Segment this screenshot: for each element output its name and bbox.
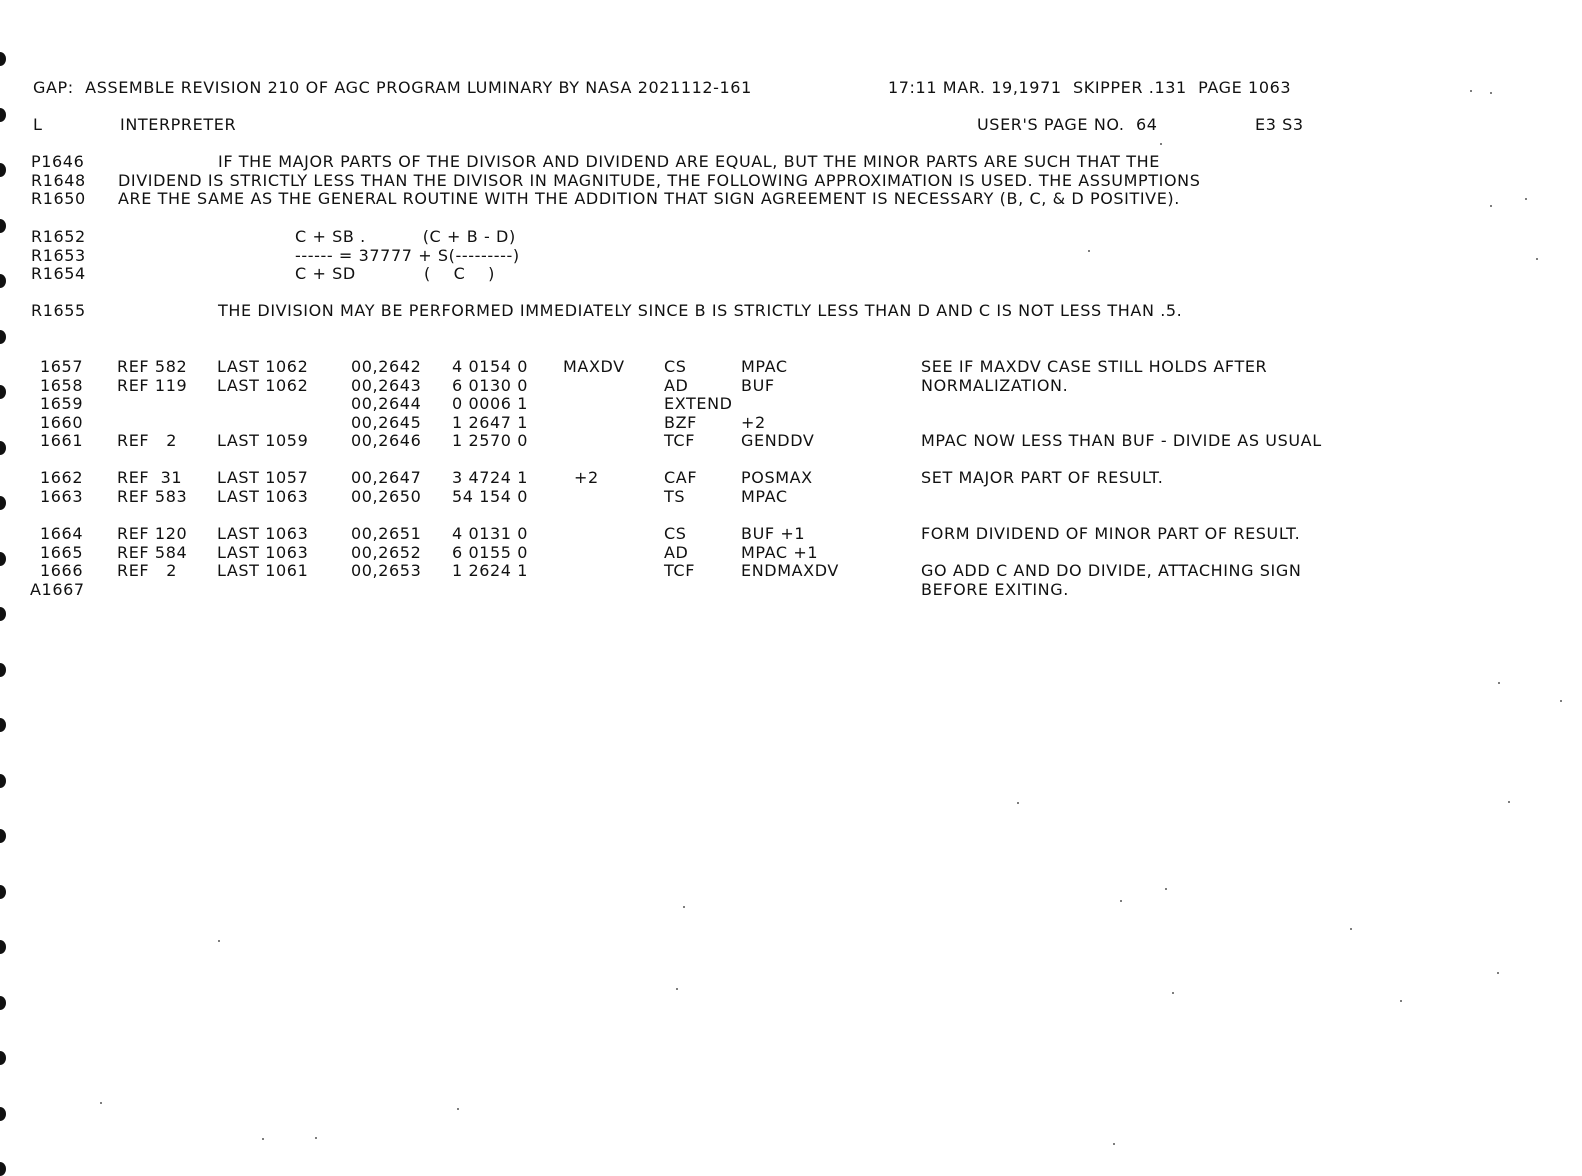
last-field: LAST 1059 (217, 431, 309, 450)
ref-field: REF 31 (117, 468, 183, 487)
feed-hole (0, 1162, 6, 1176)
paper-speck (1490, 92, 1492, 94)
opcode-field: CS (664, 357, 687, 376)
paper-speck (1400, 1000, 1402, 1002)
feed-hole (0, 274, 6, 288)
feed-hole (0, 52, 6, 66)
line-number: 1659 (40, 394, 84, 413)
ref-field: REF 2 (117, 561, 178, 580)
feed-hole (0, 774, 6, 788)
last-field: LAST 1061 (217, 561, 309, 580)
paper-speck (1525, 198, 1527, 200)
line-number: P1646 (31, 152, 85, 171)
line-number: 1662 (40, 468, 84, 487)
line-number: 1663 (40, 487, 84, 506)
paper-speck (1350, 928, 1352, 930)
last-field: LAST 1062 (217, 376, 309, 395)
listing-marker: L (33, 115, 43, 134)
paper-speck (1165, 888, 1167, 890)
line-number: 1661 (40, 431, 84, 450)
label-field: +2 (574, 468, 599, 487)
opcode-field: BZF (664, 413, 697, 432)
users-page-number: USER'S PAGE NO. 64 (977, 115, 1158, 134)
comment-text: ARE THE SAME AS THE GENERAL ROUTINE WITH THE ADDITION THAT SIGN AGREEMENT IS NECESSARY (B, C, & D POSITIVE). (118, 189, 1180, 208)
paper-speck (1536, 258, 1538, 260)
address-field: 00,2652 (351, 543, 422, 562)
feed-hole (0, 1051, 6, 1065)
line-number: 1664 (40, 524, 84, 543)
line-number: 1665 (40, 543, 84, 562)
last-field: LAST 1063 (217, 524, 309, 543)
address-field: 00,2653 (351, 561, 422, 580)
octal-word: 6 0155 0 (452, 543, 529, 562)
address-field: 00,2650 (351, 487, 422, 506)
opcode-field: AD (664, 376, 689, 395)
opcode-field: AD (664, 543, 689, 562)
octal-word: 1 2624 1 (452, 561, 529, 580)
paper-speck (1498, 682, 1500, 684)
paper-speck (1497, 972, 1499, 974)
feed-hole (0, 940, 6, 954)
comment-text: THE DIVISION MAY BE PERFORMED IMMEDIATELY SINCE B IS STRICTLY LESS THAN D AND C IS NOT LESS THAN .5. (218, 301, 1183, 320)
feed-hole (0, 496, 6, 510)
operand-field: MPAC (741, 357, 788, 376)
octal-word: 4 0131 0 (452, 524, 529, 543)
paper-speck (315, 1137, 317, 1139)
address-field: 00,2642 (351, 357, 422, 376)
address-field: 00,2647 (351, 468, 422, 487)
assembly-header: GAP: ASSEMBLE REVISION 210 OF AGC PROGRAM LUMINARY BY NASA 2021112-161 (33, 78, 752, 97)
line-number: 1666 (40, 561, 84, 580)
feed-hole (0, 996, 6, 1010)
label-field: MAXDV (563, 357, 625, 376)
last-field: LAST 1063 (217, 543, 309, 562)
ref-field: REF 2 (117, 431, 178, 450)
formula-line: C + SB . (C + B - D) (295, 227, 516, 246)
feed-hole (0, 885, 6, 899)
opcode-field: EXTEND (664, 394, 733, 413)
paper-speck (683, 906, 685, 908)
paper-speck (1113, 1143, 1115, 1145)
feed-hole (0, 718, 6, 732)
paper-speck (1088, 250, 1090, 252)
line-number: R1652 (31, 227, 86, 246)
line-number: R1648 (31, 171, 86, 190)
comment-text: FORM DIVIDEND OF MINOR PART OF RESULT. (921, 524, 1301, 543)
paper-speck (1172, 992, 1174, 994)
opcode-field: CS (664, 524, 687, 543)
last-field: LAST 1057 (217, 468, 309, 487)
ref-field: REF 120 (117, 524, 188, 543)
paper-speck (1120, 900, 1122, 902)
page-code: E3 S3 (1255, 115, 1304, 134)
opcode-field: TS (664, 487, 686, 506)
feed-hole (0, 219, 6, 233)
paper-speck (1017, 802, 1019, 804)
operand-field: +2 (741, 413, 766, 432)
paper-speck (1560, 700, 1562, 702)
ref-field: REF 582 (117, 357, 188, 376)
feed-hole (0, 1107, 6, 1121)
feed-hole (0, 441, 6, 455)
opcode-field: TCF (664, 561, 696, 580)
line-number: R1655 (31, 301, 86, 320)
line-number: 1660 (40, 413, 84, 432)
comment-text: DIVIDEND IS STRICTLY LESS THAN THE DIVISOR IN MAGNITUDE, THE FOLLOWING APPROXIMATION IS USED. THE ASSUMPTIONS (118, 171, 1201, 190)
feed-hole (0, 663, 6, 677)
line-number: A1667 (30, 580, 85, 599)
octal-word: 6 0130 0 (452, 376, 529, 395)
octal-word: 3 4724 1 (452, 468, 529, 487)
operand-field: MPAC (741, 487, 788, 506)
formula-line: C + SD ( C ) (295, 264, 496, 283)
octal-word: 1 2570 0 (452, 431, 529, 450)
feed-hole (0, 829, 6, 843)
feed-hole (0, 607, 6, 621)
line-number: R1654 (31, 264, 86, 283)
paper-speck (1470, 90, 1472, 92)
comment-text: MPAC NOW LESS THAN BUF - DIVIDE AS USUAL (921, 431, 1322, 450)
operand-field: MPAC +1 (741, 543, 819, 562)
octal-word: 4 0154 0 (452, 357, 529, 376)
ref-field: REF 583 (117, 487, 188, 506)
paper-speck (262, 1138, 264, 1140)
paper-speck (1490, 205, 1492, 207)
opcode-field: CAF (664, 468, 698, 487)
paper-speck (457, 1108, 459, 1110)
section-title: INTERPRETER (120, 115, 237, 134)
address-field: 00,2651 (351, 524, 422, 543)
address-field: 00,2645 (351, 413, 422, 432)
paper-speck (676, 988, 678, 990)
line-number: R1653 (31, 246, 86, 265)
octal-word: 0 0006 1 (452, 394, 529, 413)
comment-text: NORMALIZATION. (921, 376, 1069, 395)
comment-text: SEE IF MAXDV CASE STILL HOLDS AFTER (921, 357, 1268, 376)
paper-speck (218, 940, 220, 942)
operand-field: POSMAX (741, 468, 813, 487)
timestamp-page-header: 17:11 MAR. 19,1971 SKIPPER .131 PAGE 1063 (888, 78, 1292, 97)
feed-hole (0, 552, 6, 566)
line-number: 1658 (40, 376, 84, 395)
octal-word: 54 154 0 (452, 487, 529, 506)
last-field: LAST 1063 (217, 487, 309, 506)
address-field: 00,2643 (351, 376, 422, 395)
feed-hole (0, 163, 6, 177)
formula-line: ------ = 37777 + S(---------) (295, 246, 520, 265)
comment-text: SET MAJOR PART OF RESULT. (921, 468, 1164, 487)
operand-field: BUF (741, 376, 775, 395)
feed-hole (0, 385, 6, 399)
feed-hole (0, 330, 6, 344)
ref-field: REF 584 (117, 543, 188, 562)
line-number: R1650 (31, 189, 86, 208)
opcode-field: TCF (664, 431, 696, 450)
paper-speck (100, 1102, 102, 1104)
paper-speck (1508, 801, 1510, 803)
comment-text: IF THE MAJOR PARTS OF THE DIVISOR AND DIVIDEND ARE EQUAL, BUT THE MINOR PARTS ARE SUCH THAT THE (218, 152, 1160, 171)
operand-field: GENDDV (741, 431, 815, 450)
line-number: 1657 (40, 357, 84, 376)
comment-text: BEFORE EXITING. (921, 580, 1069, 599)
address-field: 00,2644 (351, 394, 422, 413)
ref-field: REF 119 (117, 376, 188, 395)
operand-field: BUF +1 (741, 524, 806, 543)
paper-speck (1160, 143, 1162, 145)
last-field: LAST 1062 (217, 357, 309, 376)
address-field: 00,2646 (351, 431, 422, 450)
comment-text: GO ADD C AND DO DIVIDE, ATTACHING SIGN (921, 561, 1302, 580)
octal-word: 1 2647 1 (452, 413, 529, 432)
operand-field: ENDMAXDV (741, 561, 839, 580)
feed-hole (0, 108, 6, 122)
